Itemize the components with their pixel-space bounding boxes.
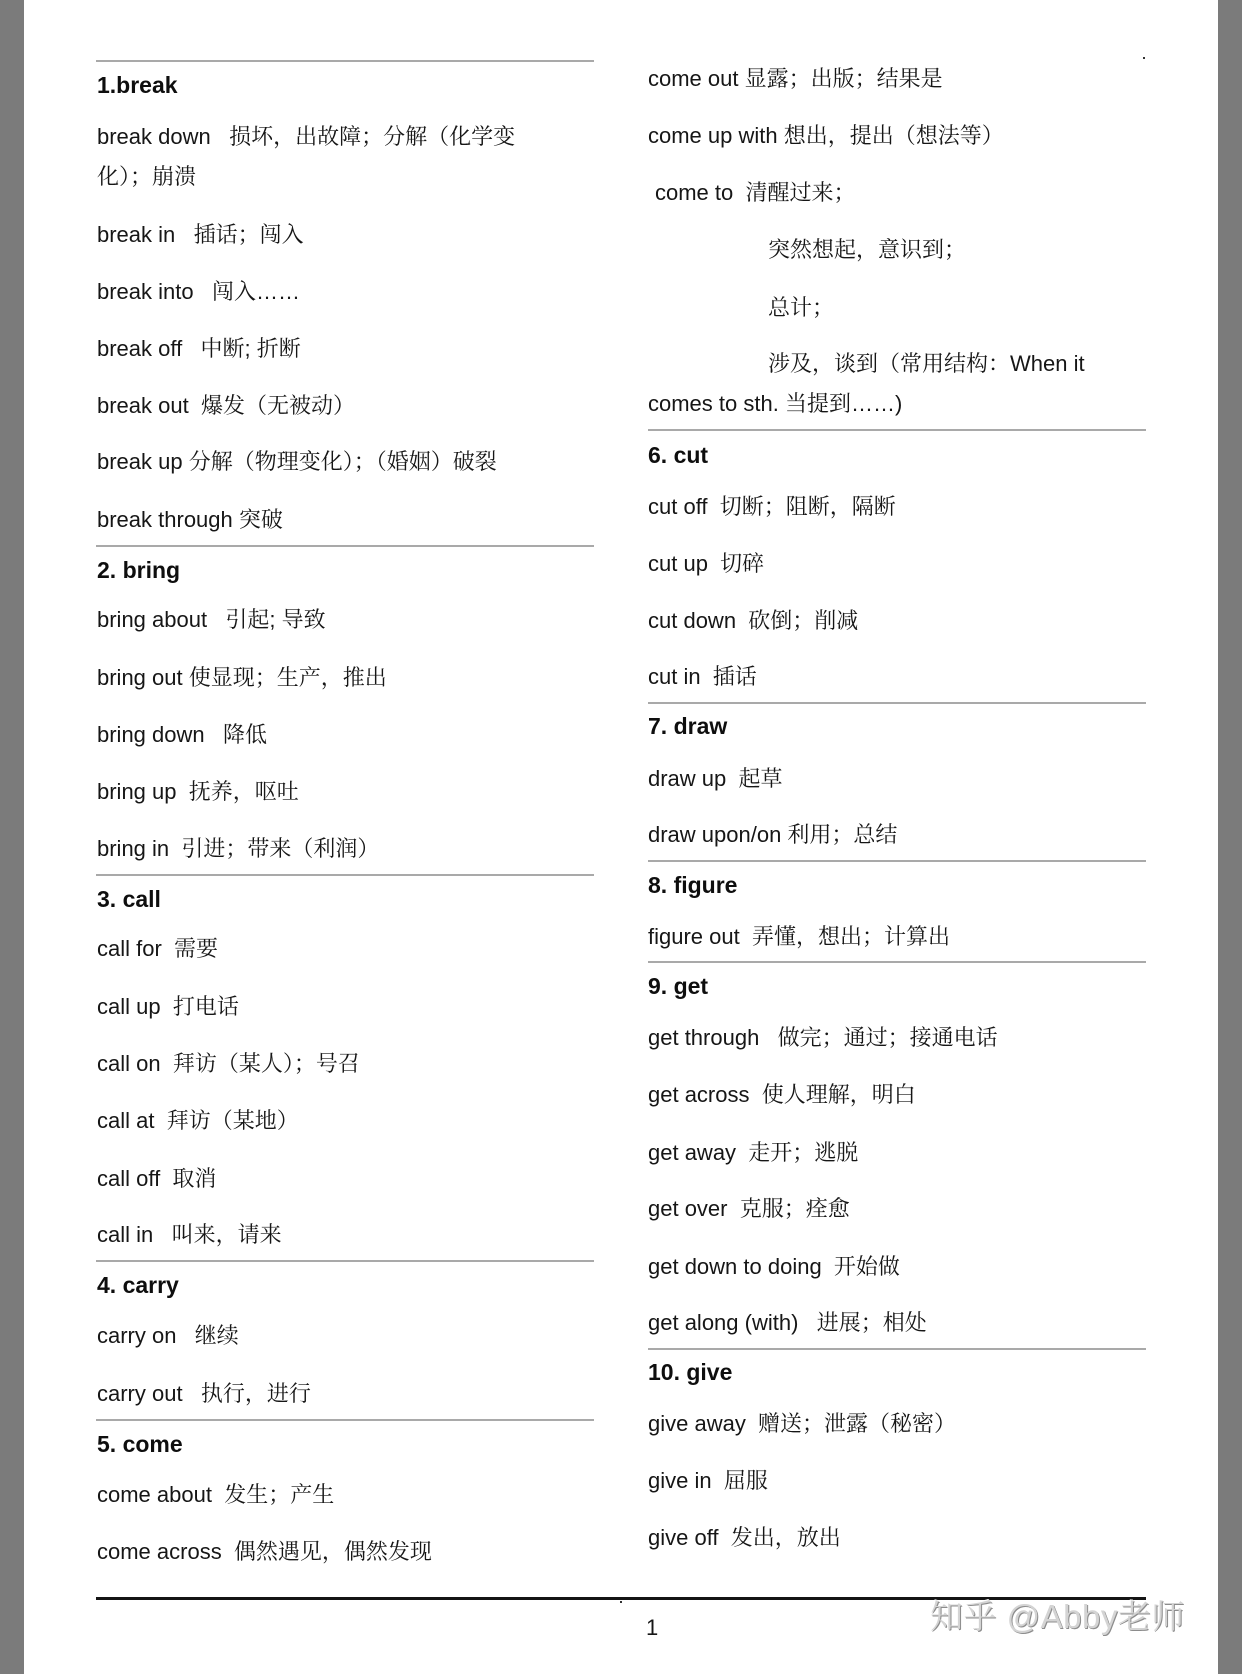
section-heading-cut: 6. cut xyxy=(648,442,709,468)
entry-call-on: call on 拜访（某人）；号召 xyxy=(97,1051,360,1076)
entry-come-across: come across 偶然遇见，偶然发现 xyxy=(97,1539,432,1564)
entry-get-along: get along (with) 进展；相处 xyxy=(648,1310,927,1335)
entry-carry-out: carry out 执行，进行 xyxy=(97,1381,311,1406)
entry-break-through: break through 突破 xyxy=(97,507,283,532)
entry-come-to-sense-3: 总计； xyxy=(768,295,835,320)
entry-cut-up: cut up 切碎 xyxy=(648,551,765,576)
section-heading-bring: 2. bring xyxy=(97,557,181,583)
section-heading-give: 10. give xyxy=(648,1359,733,1385)
section-heading-break: 1.break xyxy=(97,72,178,98)
entry-come-to-sense-4-cont: comes to sth. 当提到……) xyxy=(648,391,903,416)
entry-bring-in: bring in 引进；带来（利润） xyxy=(97,836,380,861)
entry-break-up: break up 分解（物理变化）；（婚姻）破裂 xyxy=(97,449,497,474)
scan-dot xyxy=(1143,57,1145,59)
section-heading-get: 9. get xyxy=(648,973,709,999)
entry-get-across: get across 使人理解，明白 xyxy=(648,1082,916,1107)
entry-come-up-with: come up with 想出，提出（想法等） xyxy=(648,123,1004,148)
entry-come-about: come about 发生；产生 xyxy=(97,1482,335,1507)
entry-break-down: break down 损坏，出故障；分解（化学变 xyxy=(97,124,516,149)
entry-bring-down: bring down 降低 xyxy=(97,722,267,747)
section-rule xyxy=(648,702,1146,704)
entry-bring-up: bring up 抚养，呕吐 xyxy=(97,779,299,804)
entry-get-through: get through 做完；通过；接通电话 xyxy=(648,1025,998,1050)
entry-give-off: give off 发出，放出 xyxy=(648,1525,841,1550)
section-heading-come: 5. come xyxy=(97,1431,183,1457)
section-rule xyxy=(648,961,1146,963)
entry-get-down-to: get down to doing 开始做 xyxy=(648,1254,900,1279)
section-rule xyxy=(648,1348,1146,1350)
section-heading-draw: 7. draw xyxy=(648,713,728,739)
entry-get-over: get over 克服；痊愈 xyxy=(648,1196,850,1221)
entry-break-off: break off 中断; 折断 xyxy=(97,336,301,361)
entry-draw-upon: draw upon/on 利用；总结 xyxy=(648,822,898,847)
entry-give-away: give away 赠送；泄露（秘密） xyxy=(648,1411,957,1436)
entry-come-out: come out 显露；出版；结果是 xyxy=(648,66,943,91)
entry-break-out: break out 爆发（无被动） xyxy=(97,393,355,418)
right-gutter xyxy=(1218,0,1242,1674)
entry-carry-on: carry on 继续 xyxy=(97,1323,239,1348)
entry-come-to: come to 清醒过来； xyxy=(655,180,856,205)
section-rule xyxy=(96,60,594,62)
left-gutter xyxy=(0,0,24,1674)
entry-call-in: call in 叫来，请来 xyxy=(97,1222,282,1247)
entry-cut-off: cut off 切断；阻断，隔断 xyxy=(648,494,896,519)
entry-figure-out: figure out 弄懂，想出；计算出 xyxy=(648,924,950,949)
entry-cut-down: cut down 砍倒；削减 xyxy=(648,608,859,633)
section-rule xyxy=(648,429,1146,431)
section-rule xyxy=(96,1419,594,1421)
entry-come-to-sense-4: 涉及，谈到（常用结构：When it xyxy=(768,351,1085,376)
entry-draw-up: draw up 起草 xyxy=(648,766,783,791)
section-rule xyxy=(96,874,594,876)
entry-bring-about: bring about 引起; 导致 xyxy=(97,607,326,632)
section-heading-figure: 8. figure xyxy=(648,872,738,898)
entry-call-off: call off 取消 xyxy=(97,1166,217,1191)
section-rule xyxy=(648,860,1146,862)
entry-call-up: call up 打电话 xyxy=(97,994,239,1019)
scan-dot xyxy=(620,1601,622,1603)
entry-break-in: break in 插话；闯入 xyxy=(97,222,304,247)
entry-come-to-sense-2: 突然想起，意识到； xyxy=(768,237,967,262)
entry-cut-in: cut in 插话 xyxy=(648,664,757,689)
section-rule xyxy=(96,1260,594,1262)
section-heading-call: 3. call xyxy=(97,886,161,912)
section-rule xyxy=(96,545,594,547)
page-number: 1 xyxy=(646,1615,659,1640)
entry-bring-out: bring out 使显现；生产，推出 xyxy=(97,665,387,690)
entry-call-for: call for 需要 xyxy=(97,936,219,961)
entry-get-away: get away 走开；逃脱 xyxy=(648,1140,859,1165)
watermark: 知乎 @Abby老师 xyxy=(930,1598,1185,1635)
entry-call-at: call at 拜访（某地） xyxy=(97,1108,299,1133)
entry-break-down-cont: 化）；崩溃 xyxy=(97,164,197,189)
entry-give-in: give in 屈服 xyxy=(648,1468,768,1493)
entry-break-into: break into 闯入…… xyxy=(97,279,300,304)
section-heading-carry: 4. carry xyxy=(97,1272,179,1298)
